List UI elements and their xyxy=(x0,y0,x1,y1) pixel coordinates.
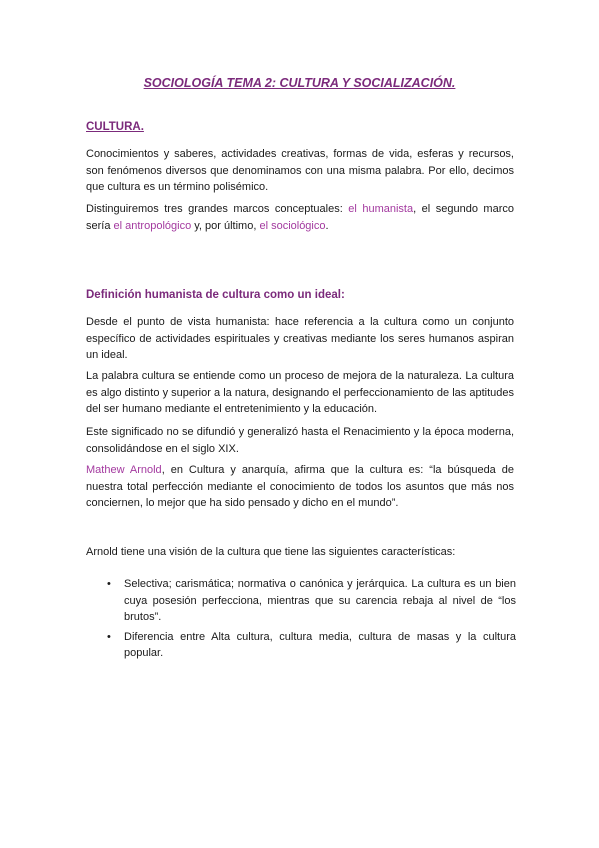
document-title: SOCIOLOGÍA TEMA 2: CULTURA Y SOCIALIZACIÓN. xyxy=(143,76,456,90)
list-item-text: Selectiva; carismática; normativa o canónica y jerárquica. La cultura es un bien cuya posesión perfecciona, mientras que su carencia rebaja al nivel de “los brutos”. xyxy=(124,578,516,623)
paragraph-arnold-caracteristicas: Arnold tiene una visión de la cultura que tiene las siguientes características: xyxy=(86,546,456,558)
paragraph-proceso-mejora: La palabra cultura se entiende como un proceso de mejora de la naturaleza. La cultura es algo distinto y superior a la natura, designando el perfeccionamiento de las aptitudes del ser humano mediante el entretenimiento y la educación. xyxy=(86,370,514,415)
characteristics-list xyxy=(86,576,516,665)
bullet-icon: • xyxy=(107,630,111,643)
paragraph-renacimiento: Este significado no se difundió y generalizó hasta el Renacimiento y la época moderna, consolidándose en el siglo XIX. xyxy=(86,426,514,455)
section-heading-cultura: CULTURA. xyxy=(86,121,144,133)
text-segment: Distinguiremos tres grandes marcos conceptuales: xyxy=(86,203,349,215)
highlight-humanista: el humanista xyxy=(348,203,414,215)
text-segment: , en Cultura y anarquía, afirma que la cultura es: “la búsqueda de nuestra total perfección mediante el conocimiento de todos los asuntos que más nos conciernen, lo mejor que ha sido pensado y dicho en el mundo”. xyxy=(86,464,515,509)
paragraph-punto-de-vista: Desde el punto de vista humanista: hace referencia a la cultura como un conjunto específico de actividades espirituales y creativas mediante los seres humanos aspiran un ideal. xyxy=(86,316,514,361)
highlight-sociologico: el sociológico xyxy=(259,219,326,232)
highlight-antropologico: el antropológico xyxy=(113,219,192,232)
text-segment: , el segundo marco sería xyxy=(86,203,514,232)
text-segment: y, por último, xyxy=(191,219,260,232)
section-heading-definicion-humanista: Definición humanista de cultura como un ideal: xyxy=(86,289,345,301)
bullet-icon: • xyxy=(107,578,111,590)
paragraph-cultura-definition: Conocimientos y saberes, actividades creativas, formas de vida, esferas y recursos, son fenómenos diversos que denominamos con una misma palabra. Por ello, decimos que cultura es un término polisémico. xyxy=(86,148,514,193)
list-item-text: Diferencia entre Alta cultura, cultura media, cultura de masas y la cultura popular. xyxy=(124,630,516,659)
text-segment: . xyxy=(325,219,329,232)
paragraph-marcos-conceptuales xyxy=(86,201,514,234)
paragraph-mathew-arnold xyxy=(86,462,514,512)
list-item xyxy=(86,576,516,626)
list-item xyxy=(86,629,516,662)
highlight-mathew-arnold: Mathew Arnold xyxy=(86,464,162,476)
